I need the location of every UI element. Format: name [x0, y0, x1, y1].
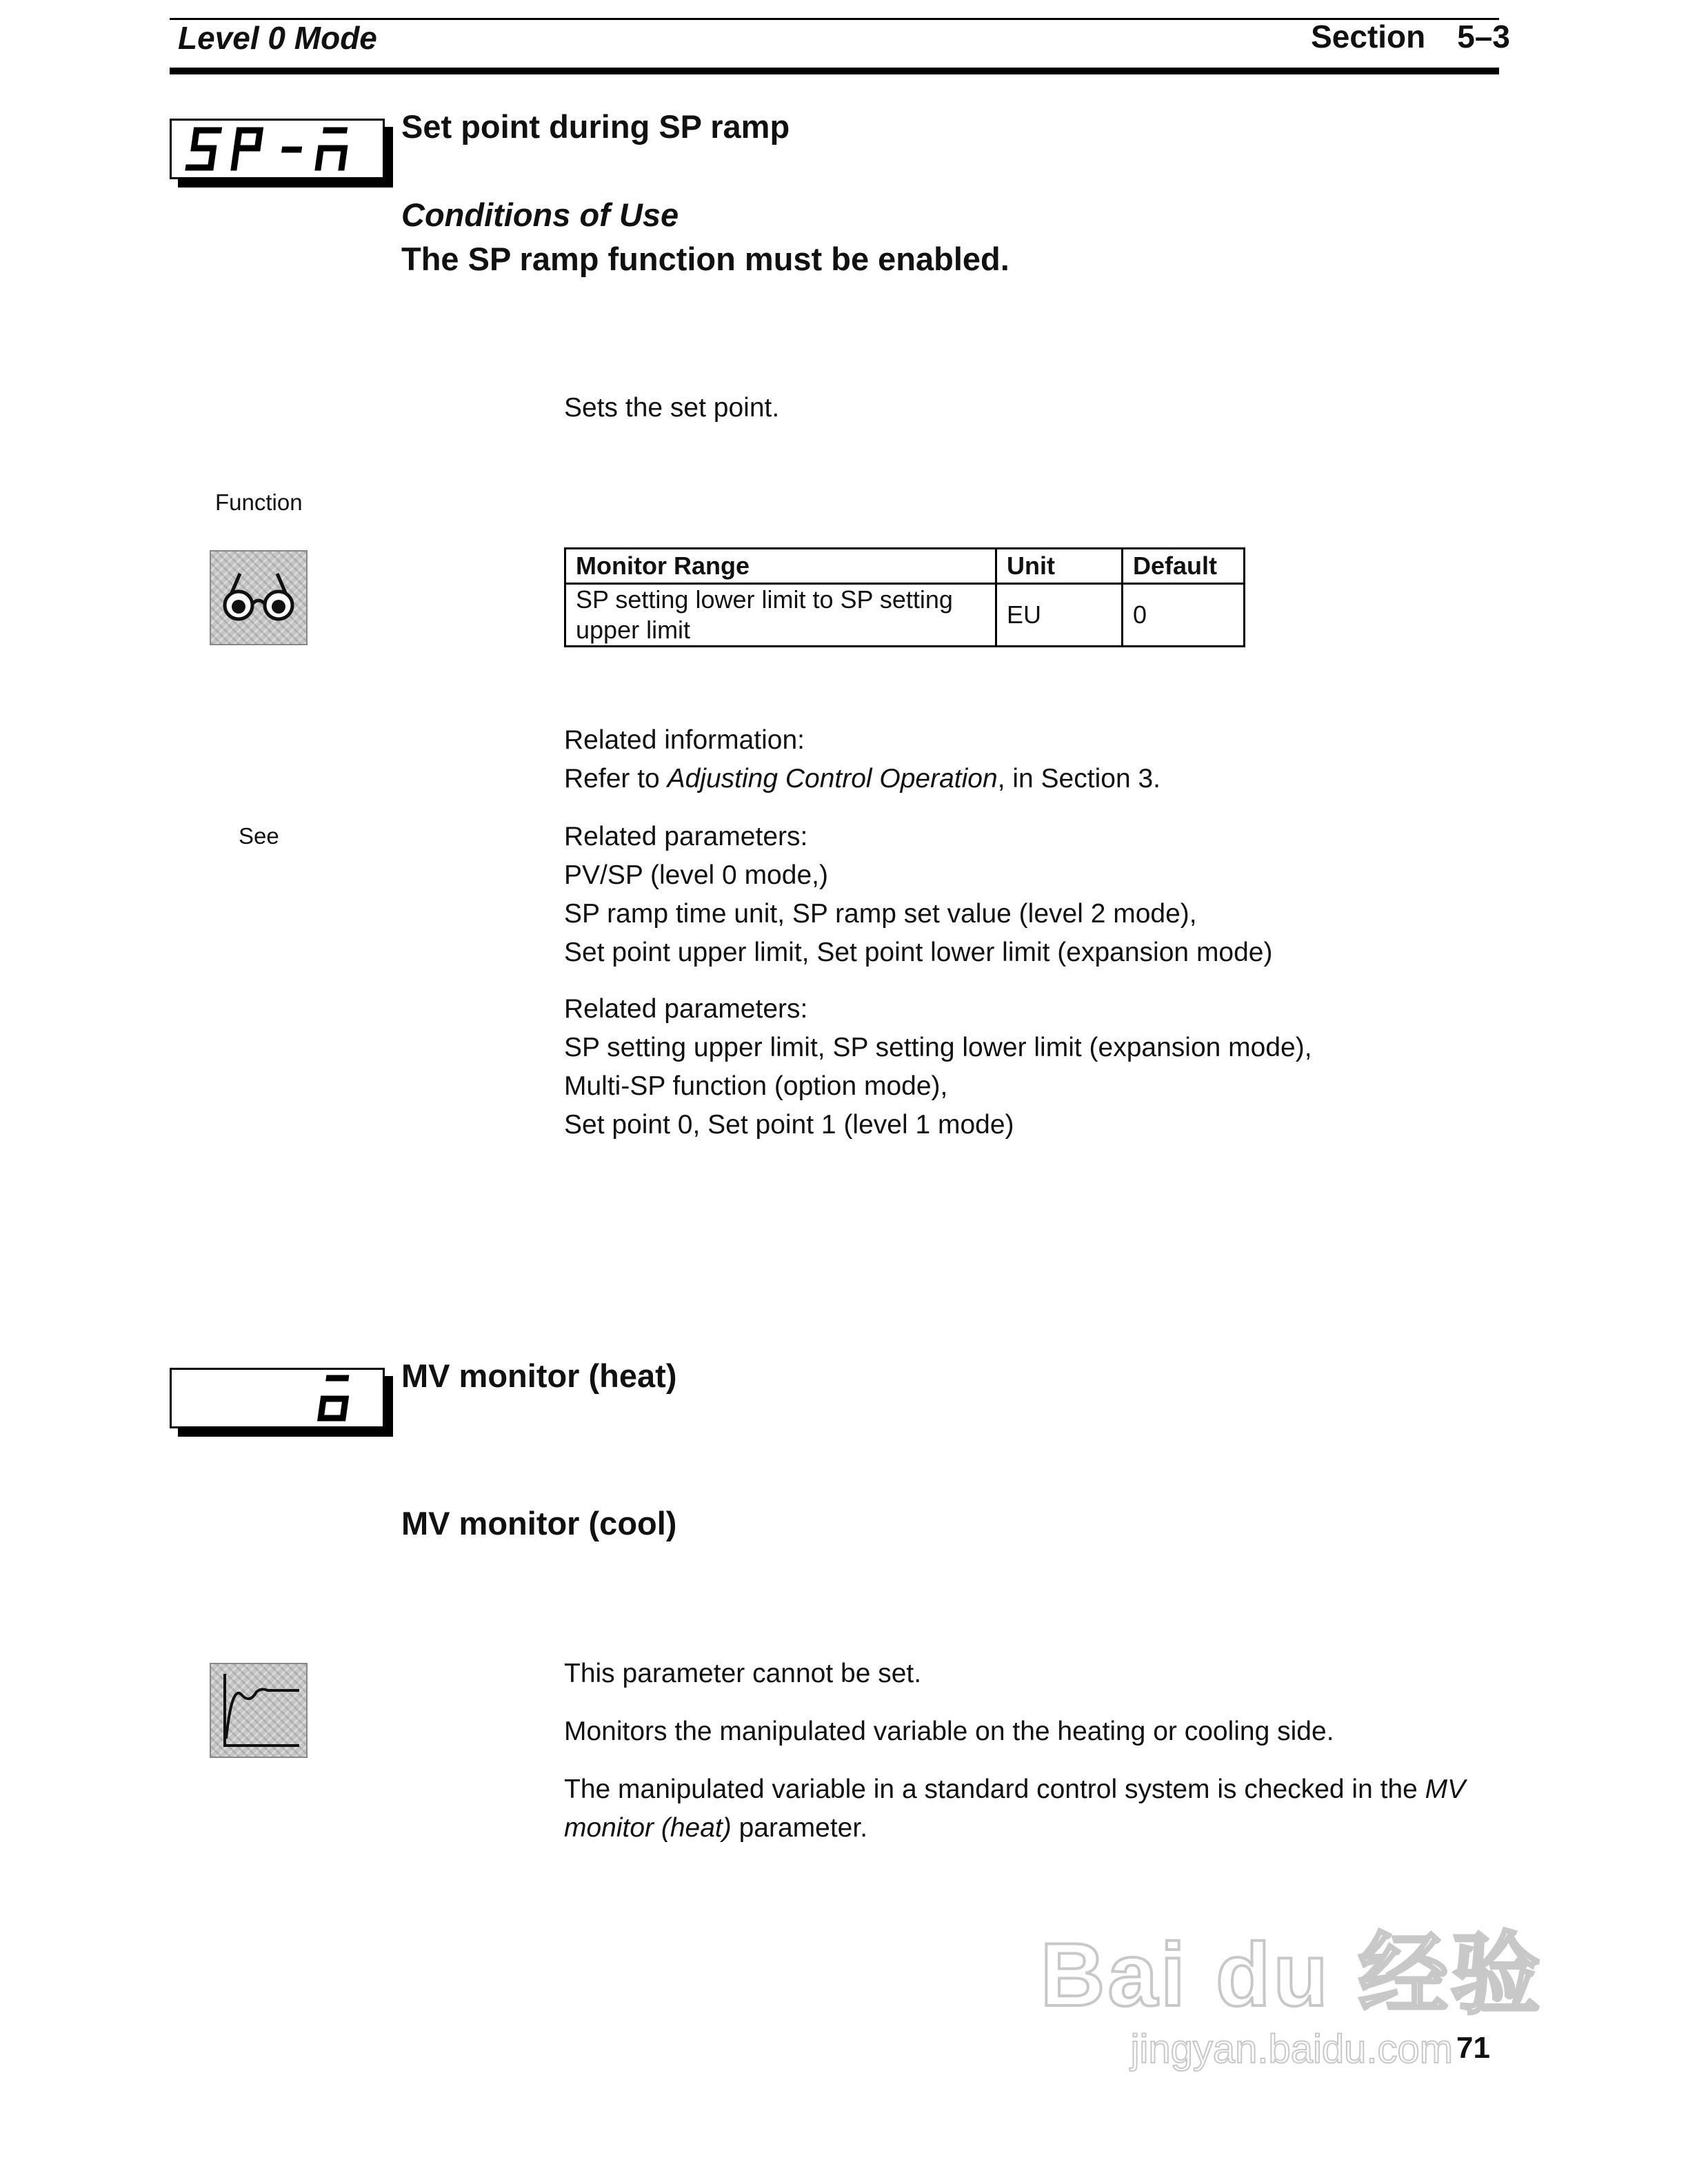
mv-monitor-heat-title: MV monitor (heat) — [401, 1357, 677, 1394]
related-info-prefix: Refer to — [564, 764, 667, 793]
seven-segment-o-icon — [172, 1370, 383, 1426]
list-item: SP setting upper limit, SP setting lower limit (expansion mode), — [564, 1033, 1312, 1062]
section-label: Section — [1311, 19, 1426, 54]
header-monitor-range: Monitor Range — [565, 549, 996, 584]
related-info-heading: Related information: — [564, 725, 805, 755]
header-bottom-rule — [170, 68, 1499, 74]
related-parameters-1 — [564, 818, 1272, 972]
list-item: PV/SP (level 0 mode,) — [564, 860, 828, 890]
mv-para-3 — [564, 1770, 1502, 1848]
mv-para-3-suffix: parameter. — [731, 1813, 868, 1843]
conditions-heading: Conditions of Use — [401, 196, 679, 233]
related-info-suffix: , in Section 3. — [997, 764, 1160, 793]
related-params-2-heading: Related parameters: — [564, 994, 808, 1024]
page-header-title: Level 0 Mode — [178, 20, 377, 56]
related-parameters-2 — [564, 990, 1312, 1144]
page-header-section — [1311, 18, 1510, 55]
mv-para-2: Monitors the manipulated variable on the heating or cooling side. — [564, 1717, 1334, 1746]
list-item: Multi-SP function (option mode), — [564, 1071, 948, 1101]
page-number: 71 — [1456, 2031, 1490, 2065]
mv-monitor-cool-title: MV monitor (cool) — [401, 1505, 677, 1541]
table-header-row — [565, 549, 1245, 584]
function-label: Function — [215, 489, 303, 515]
conditions-text: The SP ramp function must be enabled. — [401, 241, 1009, 277]
sp-ramp-description: Sets the set point. — [564, 393, 780, 423]
see-label: See — [239, 823, 279, 849]
range-line-1: SP setting lower limit to SP setting — [576, 585, 953, 614]
cell-monitor-range — [565, 584, 996, 647]
related-info-ref-title: Adjusting Control Operation — [667, 764, 998, 793]
watermark-sub: jingyan.baidu.com — [1130, 2027, 1454, 2072]
glasses-monitor-icon — [210, 550, 308, 645]
header-unit: Unit — [996, 549, 1123, 584]
mv-para-3-italic-2: monitor (heat) — [564, 1813, 732, 1843]
section-number: 5–3 — [1457, 19, 1510, 54]
mv-para-1: This parameter cannot be set. — [564, 1659, 922, 1688]
cell-unit: EU — [996, 584, 1123, 647]
header-default: Default — [1123, 549, 1245, 584]
related-information — [564, 721, 1160, 798]
range-line-2: upper limit — [576, 616, 691, 644]
sp-ramp-title: Set point during SP ramp — [401, 108, 790, 145]
mv-para-3-italic-1: MV — [1425, 1775, 1466, 1804]
related-params-1-heading: Related parameters: — [564, 822, 808, 851]
list-item: Set point upper limit, Set point lower limit (expansion mode) — [564, 938, 1273, 967]
display-code-mv-monitor — [170, 1368, 385, 1428]
display-code-sp-ramp — [170, 119, 385, 179]
trend-graph-icon — [210, 1663, 308, 1758]
watermark-main: Bai du 经验 — [1040, 1924, 1543, 2025]
related-info-text — [564, 760, 1160, 798]
seven-segment-sp-m-icon — [172, 121, 383, 177]
table-row — [565, 584, 1245, 647]
monitor-range-table — [564, 547, 1245, 647]
cell-default: 0 — [1123, 584, 1245, 647]
mv-para-3-prefix: The manipulated variable in a standard control system is checked in the — [564, 1775, 1425, 1804]
list-item: SP ramp time unit, SP ramp set value (level 2 mode), — [564, 899, 1197, 929]
list-item: Set point 0, Set point 1 (level 1 mode) — [564, 1110, 1014, 1140]
